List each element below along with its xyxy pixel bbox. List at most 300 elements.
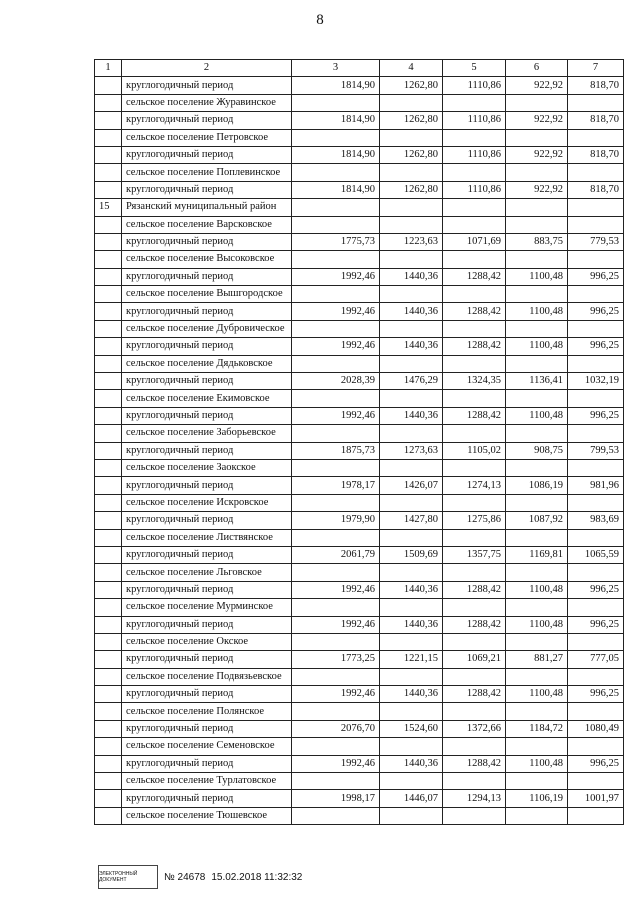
tariff-table (94, 59, 624, 825)
value-cell: 1136,41 (506, 373, 568, 390)
document-number: № 24678 (164, 871, 206, 883)
value-cell: 1110,86 (443, 77, 506, 94)
value-cell: 1262,80 (380, 146, 443, 163)
value-cell (568, 529, 624, 546)
header-cell: 6 (506, 60, 568, 77)
table-row-heading (95, 529, 624, 546)
table-row-values (95, 338, 624, 355)
value-cell (443, 129, 506, 146)
value-cell (506, 216, 568, 233)
value-cell: 1992,46 (292, 303, 380, 320)
row-number-cell (95, 581, 122, 598)
value-cell (568, 355, 624, 372)
value-cell: 1476,29 (380, 373, 443, 390)
table-row-values (95, 581, 624, 598)
value-cell: 1262,80 (380, 77, 443, 94)
value-cell: 1992,46 (292, 407, 380, 424)
table-row-heading (95, 738, 624, 755)
value-cell (292, 320, 380, 337)
value-cell (380, 703, 443, 720)
value-cell: 922,92 (506, 77, 568, 94)
value-cell: 1262,80 (380, 112, 443, 129)
row-number-cell (95, 477, 122, 494)
value-cell (506, 599, 568, 616)
value-cell (292, 129, 380, 146)
value-cell (380, 633, 443, 650)
table-row-heading (95, 494, 624, 511)
table-row-heading (95, 807, 624, 824)
value-cell: 1100,48 (506, 686, 568, 703)
value-cell: 1992,46 (292, 686, 380, 703)
value-cell (292, 286, 380, 303)
value-cell: 1426,07 (380, 477, 443, 494)
row-label-cell: сельское поселение Листвянское (122, 529, 292, 546)
value-cell (568, 738, 624, 755)
value-cell: 2028,39 (292, 373, 380, 390)
row-label-cell: круглогодичный период (122, 616, 292, 633)
value-cell: 1100,48 (506, 407, 568, 424)
value-cell: 1978,17 (292, 477, 380, 494)
value-cell: 1100,48 (506, 268, 568, 285)
row-number-cell (95, 390, 122, 407)
value-cell (292, 251, 380, 268)
electronic-document-stamp (98, 865, 158, 889)
value-cell (568, 773, 624, 790)
value-cell: 1100,48 (506, 338, 568, 355)
row-number-cell (95, 320, 122, 337)
value-cell (506, 286, 568, 303)
value-cell: 1440,36 (380, 686, 443, 703)
row-number-cell (95, 755, 122, 772)
row-number-cell (95, 738, 122, 755)
document-timestamp: 15.02.2018 11:32:32 (211, 871, 303, 883)
value-cell (568, 164, 624, 181)
value-cell: 1357,75 (443, 546, 506, 563)
table-row-heading (95, 94, 624, 111)
table-row-values (95, 268, 624, 285)
value-cell: 1273,63 (380, 442, 443, 459)
value-cell: 1775,73 (292, 233, 380, 250)
value-cell: 1288,42 (443, 407, 506, 424)
table-row-heading (95, 199, 624, 216)
value-cell (380, 199, 443, 216)
row-number-cell: 15 (95, 199, 122, 216)
value-cell (506, 94, 568, 111)
value-cell: 1069,21 (443, 651, 506, 668)
row-number-cell (95, 181, 122, 198)
value-cell (443, 703, 506, 720)
value-cell: 818,70 (568, 146, 624, 163)
value-cell (568, 286, 624, 303)
table-row-values (95, 546, 624, 563)
value-cell (380, 355, 443, 372)
header-cell: 3 (292, 60, 380, 77)
value-cell (568, 494, 624, 511)
row-number-cell (95, 407, 122, 424)
value-cell (292, 216, 380, 233)
value-cell (506, 459, 568, 476)
value-cell: 1100,48 (506, 303, 568, 320)
value-cell (443, 494, 506, 511)
value-cell: 1427,80 (380, 512, 443, 529)
value-cell: 1773,25 (292, 651, 380, 668)
value-cell (380, 773, 443, 790)
value-cell (292, 564, 380, 581)
value-cell (380, 129, 443, 146)
value-cell: 1100,48 (506, 581, 568, 598)
value-cell: 1875,73 (292, 442, 380, 459)
table-header-row (95, 60, 624, 77)
value-cell: 1169,81 (506, 546, 568, 563)
value-cell: 1440,36 (380, 755, 443, 772)
row-number-cell (95, 286, 122, 303)
value-cell (292, 459, 380, 476)
value-cell (443, 529, 506, 546)
value-cell: 2076,70 (292, 720, 380, 737)
value-cell (506, 773, 568, 790)
value-cell (292, 390, 380, 407)
table-row-heading (95, 355, 624, 372)
row-label-cell: сельское поселение Турлатовское (122, 773, 292, 790)
row-label-cell: круглогодичный период (122, 233, 292, 250)
table-row-values (95, 303, 624, 320)
value-cell (506, 199, 568, 216)
value-cell (443, 251, 506, 268)
table-row-heading (95, 459, 624, 476)
value-cell (292, 703, 380, 720)
table-row-heading (95, 320, 624, 337)
value-cell: 1288,42 (443, 616, 506, 633)
value-cell (292, 668, 380, 685)
row-number-cell (95, 164, 122, 181)
table-row-values (95, 77, 624, 94)
row-label-cell: сельское поселение Подвязьевское (122, 668, 292, 685)
row-number-cell (95, 633, 122, 650)
row-label-cell: сельское поселение Мурминское (122, 599, 292, 616)
value-cell: 1992,46 (292, 755, 380, 772)
header-cell: 4 (380, 60, 443, 77)
row-label-cell: сельское поселение Искровское (122, 494, 292, 511)
row-number-cell (95, 303, 122, 320)
value-cell (568, 94, 624, 111)
value-cell (506, 355, 568, 372)
value-cell (443, 94, 506, 111)
value-cell: 1992,46 (292, 268, 380, 285)
table-row-heading (95, 390, 624, 407)
row-number-cell (95, 146, 122, 163)
row-number-cell (95, 373, 122, 390)
value-cell: 1221,15 (380, 651, 443, 668)
value-cell: 1288,42 (443, 303, 506, 320)
value-cell: 1080,49 (568, 720, 624, 737)
table-row-heading (95, 216, 624, 233)
value-cell (443, 564, 506, 581)
row-number-cell (95, 233, 122, 250)
row-number-cell (95, 251, 122, 268)
value-cell (506, 529, 568, 546)
row-label-cell: круглогодичный период (122, 546, 292, 563)
value-cell: 1262,80 (380, 181, 443, 198)
value-cell: 1814,90 (292, 77, 380, 94)
row-label-cell: сельское поселение Поплевинское (122, 164, 292, 181)
value-cell (443, 807, 506, 824)
value-cell (568, 129, 624, 146)
value-cell: 818,70 (568, 112, 624, 129)
value-cell (292, 355, 380, 372)
row-label-cell: круглогодичный период (122, 268, 292, 285)
header-cell: 5 (443, 60, 506, 77)
row-number-cell (95, 425, 122, 442)
row-label-cell: сельское поселение Журавинское (122, 94, 292, 111)
row-number-cell (95, 355, 122, 372)
value-cell (506, 320, 568, 337)
value-cell (380, 94, 443, 111)
value-cell (443, 390, 506, 407)
value-cell: 777,05 (568, 651, 624, 668)
value-cell: 1814,90 (292, 112, 380, 129)
page-number: 8 (316, 12, 324, 28)
table-row-values (95, 407, 624, 424)
table-row-heading (95, 668, 624, 685)
row-number-cell (95, 599, 122, 616)
row-number-cell (95, 546, 122, 563)
value-cell: 983,69 (568, 512, 624, 529)
value-cell: 1288,42 (443, 686, 506, 703)
row-label-cell: сельское поселение Льговское (122, 564, 292, 581)
value-cell (506, 738, 568, 755)
value-cell: 1105,02 (443, 442, 506, 459)
row-label-cell: круглогодичный период (122, 407, 292, 424)
value-cell (443, 425, 506, 442)
value-cell: 1372,66 (443, 720, 506, 737)
row-label-cell: круглогодичный период (122, 146, 292, 163)
value-cell (380, 164, 443, 181)
row-number-cell (95, 442, 122, 459)
row-number-cell (95, 94, 122, 111)
value-cell (292, 425, 380, 442)
row-label-cell: круглогодичный период (122, 477, 292, 494)
table-row-heading (95, 703, 624, 720)
value-cell (380, 286, 443, 303)
value-cell: 1814,90 (292, 181, 380, 198)
value-cell: 779,53 (568, 233, 624, 250)
value-cell (506, 390, 568, 407)
stamp-text: ЭЛЕКТРОННЫЙ ДОКУМЕНТ (99, 871, 138, 883)
value-cell: 1992,46 (292, 616, 380, 633)
row-number-cell (95, 773, 122, 790)
table-row-values (95, 790, 624, 807)
value-cell: 1992,46 (292, 581, 380, 598)
value-cell: 996,25 (568, 338, 624, 355)
value-cell (568, 216, 624, 233)
value-cell (380, 494, 443, 511)
row-number-cell (95, 668, 122, 685)
row-label-cell: круглогодичный период (122, 181, 292, 198)
value-cell (568, 668, 624, 685)
row-number-cell (95, 807, 122, 824)
row-number-cell (95, 720, 122, 737)
row-label-cell: Рязанский муниципальный район (122, 199, 292, 216)
value-cell (292, 164, 380, 181)
value-cell: 996,25 (568, 303, 624, 320)
row-number-cell (95, 112, 122, 129)
value-cell (443, 459, 506, 476)
value-cell (443, 355, 506, 372)
row-label-cell: круглогодичный период (122, 755, 292, 772)
value-cell: 1440,36 (380, 616, 443, 633)
table-row-values (95, 442, 624, 459)
value-cell (506, 164, 568, 181)
value-cell (380, 807, 443, 824)
value-cell: 1110,86 (443, 181, 506, 198)
row-label-cell: сельское поселение Тюшевское (122, 807, 292, 824)
value-cell (443, 216, 506, 233)
row-number-cell (95, 529, 122, 546)
value-cell (568, 320, 624, 337)
row-label-cell: сельское поселение Варсковское (122, 216, 292, 233)
value-cell (506, 564, 568, 581)
row-label-cell: сельское поселение Семеновское (122, 738, 292, 755)
value-cell: 1086,19 (506, 477, 568, 494)
row-number-cell (95, 77, 122, 94)
row-label-cell: круглогодичный период (122, 512, 292, 529)
table-row-heading (95, 251, 624, 268)
table-row-heading (95, 286, 624, 303)
value-cell (380, 320, 443, 337)
row-number-cell (95, 338, 122, 355)
value-cell: 1446,07 (380, 790, 443, 807)
value-cell (568, 703, 624, 720)
row-label-cell: сельское поселение Заборьевское (122, 425, 292, 442)
row-label-cell: круглогодичный период (122, 790, 292, 807)
value-cell: 908,75 (506, 442, 568, 459)
value-cell (292, 529, 380, 546)
value-cell: 881,27 (506, 651, 568, 668)
row-number-cell (95, 564, 122, 581)
value-cell (443, 668, 506, 685)
value-cell: 1288,42 (443, 755, 506, 772)
table-row-heading (95, 564, 624, 581)
value-cell: 1998,17 (292, 790, 380, 807)
value-cell: 1274,13 (443, 477, 506, 494)
value-cell: 996,25 (568, 407, 624, 424)
value-cell (568, 459, 624, 476)
value-cell: 1071,69 (443, 233, 506, 250)
row-label-cell: сельское поселение Дубровическое (122, 320, 292, 337)
value-cell (443, 286, 506, 303)
value-cell: 1294,13 (443, 790, 506, 807)
row-label-cell: круглогодичный период (122, 338, 292, 355)
value-cell (506, 425, 568, 442)
value-cell: 799,53 (568, 442, 624, 459)
row-label-cell: сельское поселение Дядьковское (122, 355, 292, 372)
value-cell: 1440,36 (380, 581, 443, 598)
value-cell (292, 94, 380, 111)
value-cell: 1992,46 (292, 338, 380, 355)
value-cell (380, 599, 443, 616)
row-number-cell (95, 268, 122, 285)
value-cell: 1440,36 (380, 303, 443, 320)
table-row-values (95, 755, 624, 772)
value-cell (568, 807, 624, 824)
value-cell: 996,25 (568, 686, 624, 703)
value-cell: 996,25 (568, 616, 624, 633)
table-row-values (95, 651, 624, 668)
value-cell: 1065,59 (568, 546, 624, 563)
row-number-cell (95, 686, 122, 703)
table-row-values (95, 616, 624, 633)
value-cell (568, 599, 624, 616)
value-cell: 1440,36 (380, 338, 443, 355)
table-row-heading (95, 773, 624, 790)
value-cell: 922,92 (506, 146, 568, 163)
value-cell (506, 633, 568, 650)
table-row-values (95, 146, 624, 163)
row-number-cell (95, 459, 122, 476)
row-number-cell (95, 216, 122, 233)
value-cell: 1110,86 (443, 146, 506, 163)
table-row-values (95, 112, 624, 129)
value-cell (292, 807, 380, 824)
value-cell (380, 251, 443, 268)
value-cell (380, 738, 443, 755)
row-number-cell (95, 512, 122, 529)
value-cell: 1288,42 (443, 338, 506, 355)
value-cell: 1288,42 (443, 581, 506, 598)
value-cell: 883,75 (506, 233, 568, 250)
value-cell (292, 633, 380, 650)
header-cell: 7 (568, 60, 624, 77)
value-cell (380, 216, 443, 233)
table-row-values (95, 686, 624, 703)
row-label-cell: круглогодичный период (122, 686, 292, 703)
value-cell (443, 199, 506, 216)
table-row-heading (95, 633, 624, 650)
row-number-cell (95, 703, 122, 720)
value-cell: 996,25 (568, 268, 624, 285)
value-cell: 1275,86 (443, 512, 506, 529)
value-cell (506, 668, 568, 685)
value-cell (443, 320, 506, 337)
value-cell: 1223,63 (380, 233, 443, 250)
value-cell (568, 564, 624, 581)
value-cell: 1184,72 (506, 720, 568, 737)
row-label-cell: сельское поселение Петровское (122, 129, 292, 146)
table-row-values (95, 373, 624, 390)
value-cell (568, 199, 624, 216)
row-label-cell: круглогодичный период (122, 720, 292, 737)
row-number-cell (95, 129, 122, 146)
value-cell: 1087,92 (506, 512, 568, 529)
row-label-cell: круглогодичный период (122, 303, 292, 320)
value-cell (380, 564, 443, 581)
row-label-cell: сельское поселение Высоковское (122, 251, 292, 268)
table-row-values (95, 181, 624, 198)
value-cell: 1440,36 (380, 407, 443, 424)
value-cell (568, 633, 624, 650)
row-label-cell: круглогодичный период (122, 442, 292, 459)
value-cell: 996,25 (568, 581, 624, 598)
value-cell: 1979,90 (292, 512, 380, 529)
value-cell: 1440,36 (380, 268, 443, 285)
footer (98, 865, 302, 889)
value-cell (292, 738, 380, 755)
value-cell: 996,25 (568, 755, 624, 772)
row-label-cell: круглогодичный период (122, 373, 292, 390)
value-cell (443, 599, 506, 616)
row-number-cell (95, 651, 122, 668)
value-cell: 981,96 (568, 477, 624, 494)
